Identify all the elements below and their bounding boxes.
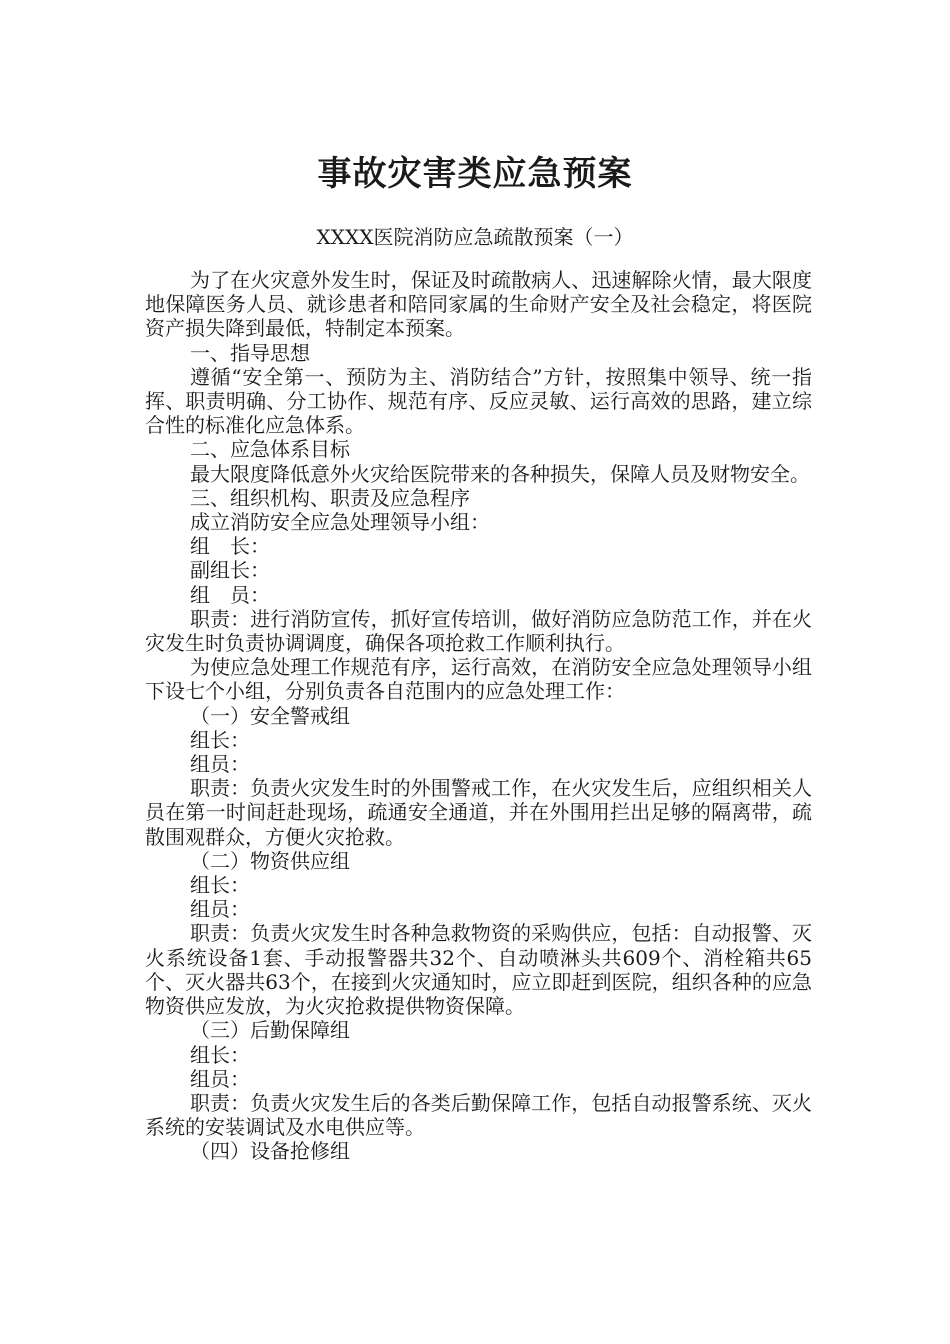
role-line: 副组长： [190,558,270,583]
role-line: 组员： [190,1066,250,1091]
duty-paragraph: 职责：负责火灾发生时的外围警戒工作，在火灾发生后，应组织相关人员在第一时间赶赴现场，疏通安全通道，并在外围用拦出足够的隔离带，疏散围观群众，方便火灾抢救。 [145,776,812,849]
duty-paragraph: 职责：负责火灾发生时各种急救物资的采购供应，包括：自动报警、灭火系统设备1套、手动报警器共32个、自动喷淋头共609个、消栓箱共65个、灭火器共63个，在接到火灾通知时，应立即赶到医院，组织各种的应急物资供应发放，为火灾抢救提供物资保障。 [145,921,812,1019]
group-heading: （四）设备抢修组 [190,1139,350,1164]
paragraph: 遵循“安全第一、预防为主、消防结合”方针，按照集中领导、统一指挥、职责明确、分工协作、规范有序、反应灵敏、运行高效的思路，建立综合性的标准化应急体系。 [145,364,812,438]
paragraph: 为使应急处理工作规范有序，运行高效，在消防安全应急处理领导小组下设七个小组，分别负责各自范围内的应急处理工作： [145,655,812,704]
role-line: 组 长： [190,534,270,559]
role-line: 组长： [190,873,250,898]
paragraph: 最大限度降低意外火灾给医院带来的各种损失，保障人员及财物安全。 [190,461,810,486]
group-heading: （一）安全警戒组 [190,703,350,728]
duty-paragraph: 职责：负责火灾发生后的各类后勤保障工作，包括自动报警系统、灭火系统的安装调试及水电供应等。 [145,1090,812,1140]
section-heading: 二、应急体系目标 [190,437,350,462]
role-line: 组员： [190,897,250,922]
paragraph-intro: 为了在火灾意外发生时，保证及时疏散病人、迅速解除火情，最大限度地保障医务人员、就诊患者和陪同家属的生命财产安全及社会稳定，将医院资产损失降到最低，特制定本预案。 [145,268,812,341]
group-heading: （二）物资供应组 [190,848,350,873]
section-heading: 一、指导思想 [190,340,310,365]
role-line: 组长： [190,727,250,752]
document-subtitle: XXXX医院消防应急疏散预案（一） [316,225,634,249]
section-heading: 三、组织机构、职责及应急程序 [190,485,470,510]
document-title: 事故灾害类应急预案 [317,154,633,194]
role-line: 组 员： [190,582,270,607]
role-line: 组长： [190,1042,250,1067]
group-heading: （三）后勤保障组 [190,1018,350,1043]
paragraph: 成立消防安全应急处理领导小组： [190,510,490,535]
role-line: 组员： [190,752,250,777]
duty-paragraph: 职责：进行消防宣传，抓好宣传培训，做好消防应急防范工作，并在火灾发生时负责协调调度，确保各项抢救工作顺利执行。 [145,606,812,656]
document-body [145,268,812,1164]
